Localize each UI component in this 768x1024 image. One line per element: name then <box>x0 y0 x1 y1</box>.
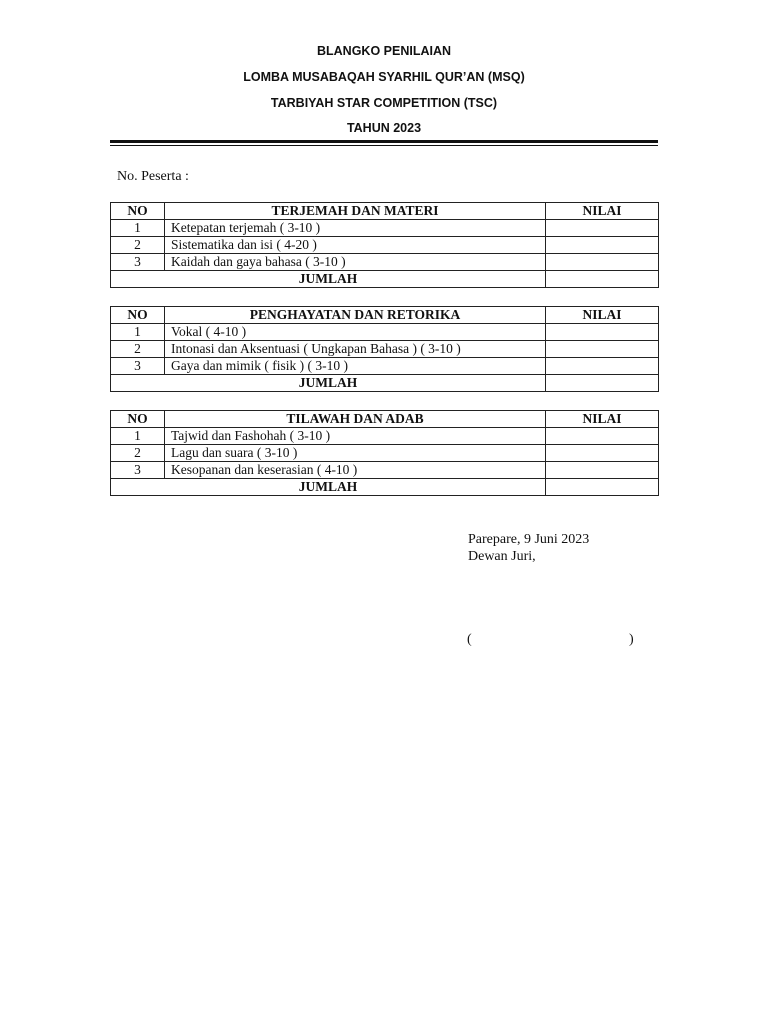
score-cell[interactable] <box>546 428 659 445</box>
row-no: 3 <box>111 254 165 271</box>
row-item: Lagu dan suara ( 3-10 ) <box>165 445 546 462</box>
score-cell[interactable] <box>546 237 659 254</box>
total-label: JUMLAH <box>111 375 546 392</box>
row-no: 2 <box>111 445 165 462</box>
col-nilai: NILAI <box>546 203 659 220</box>
place-date: Parepare, 9 Juni 2023 <box>468 532 590 547</box>
total-row <box>111 375 659 392</box>
total-score-cell[interactable] <box>546 375 659 392</box>
score-cell[interactable] <box>546 341 659 358</box>
col-no: NO <box>111 411 165 428</box>
score-cell[interactable] <box>546 220 659 237</box>
table-row <box>111 341 659 358</box>
total-score-cell[interactable] <box>546 479 659 496</box>
table-row <box>111 428 659 445</box>
table-row <box>111 220 659 237</box>
header-divider-thick <box>110 140 658 143</box>
total-score-cell[interactable] <box>546 271 659 288</box>
col-nilai: NILAI <box>546 411 659 428</box>
row-no: 3 <box>111 358 165 375</box>
table-row <box>111 462 659 479</box>
signature-close-paren: ) <box>629 632 634 647</box>
table-row <box>111 237 659 254</box>
table-row <box>111 254 659 271</box>
row-no: 2 <box>111 341 165 358</box>
score-table-tilawah <box>110 410 659 496</box>
row-item: Vokal ( 4-10 ) <box>165 324 546 341</box>
header-divider-thin <box>110 145 658 146</box>
year-title: TAHUN 2023 <box>346 121 422 135</box>
total-label: JUMLAH <box>111 479 546 496</box>
row-item: Kaidah dan gaya bahasa ( 3-10 ) <box>165 254 546 271</box>
score-cell[interactable] <box>546 445 659 462</box>
row-no: 3 <box>111 462 165 479</box>
score-cell[interactable] <box>546 254 659 271</box>
total-row <box>111 479 659 496</box>
col-no: NO <box>111 307 165 324</box>
table-row <box>111 445 659 462</box>
row-no: 1 <box>111 428 165 445</box>
table-row <box>111 324 659 341</box>
total-label: JUMLAH <box>111 271 546 288</box>
col-nilai: NILAI <box>546 307 659 324</box>
row-item: Sistematika dan isi ( 4-20 ) <box>165 237 546 254</box>
participant-number-label: No. Peserta : <box>117 169 189 184</box>
table-title: TERJEMAH DAN MATERI <box>165 203 546 220</box>
judge-role: Dewan Juri, <box>468 549 536 564</box>
table-title: TILAWAH DAN ADAB <box>165 411 546 428</box>
total-row <box>111 271 659 288</box>
score-cell[interactable] <box>546 358 659 375</box>
score-table-penghayatan <box>110 306 659 392</box>
row-no: 2 <box>111 237 165 254</box>
row-item: Tajwid dan Fashohah ( 3-10 ) <box>165 428 546 445</box>
row-item: Kesopanan dan keserasian ( 4-10 ) <box>165 462 546 479</box>
event-title: TARBIYAH STAR COMPETITION (TSC) <box>270 96 498 110</box>
col-no: NO <box>111 203 165 220</box>
signature-open-paren: ( <box>467 632 472 647</box>
row-no: 1 <box>111 324 165 341</box>
table-title: PENGHAYATAN DAN RETORIKA <box>165 307 546 324</box>
row-item: Gaya dan mimik ( fisik ) ( 3-10 ) <box>165 358 546 375</box>
form-title: BLANGKO PENILAIAN <box>316 44 452 58</box>
score-cell[interactable] <box>546 462 659 479</box>
score-table-terjemah <box>110 202 659 288</box>
row-item: Ketepatan terjemah ( 3-10 ) <box>165 220 546 237</box>
table-row <box>111 358 659 375</box>
row-item: Intonasi dan Aksentuasi ( Ungkapan Bahasa ) ( 3-10 ) <box>165 341 546 358</box>
row-no: 1 <box>111 220 165 237</box>
competition-title: LOMBA MUSABAQAH SYARHIL QUR’AN (MSQ) <box>243 70 525 84</box>
score-cell[interactable] <box>546 324 659 341</box>
